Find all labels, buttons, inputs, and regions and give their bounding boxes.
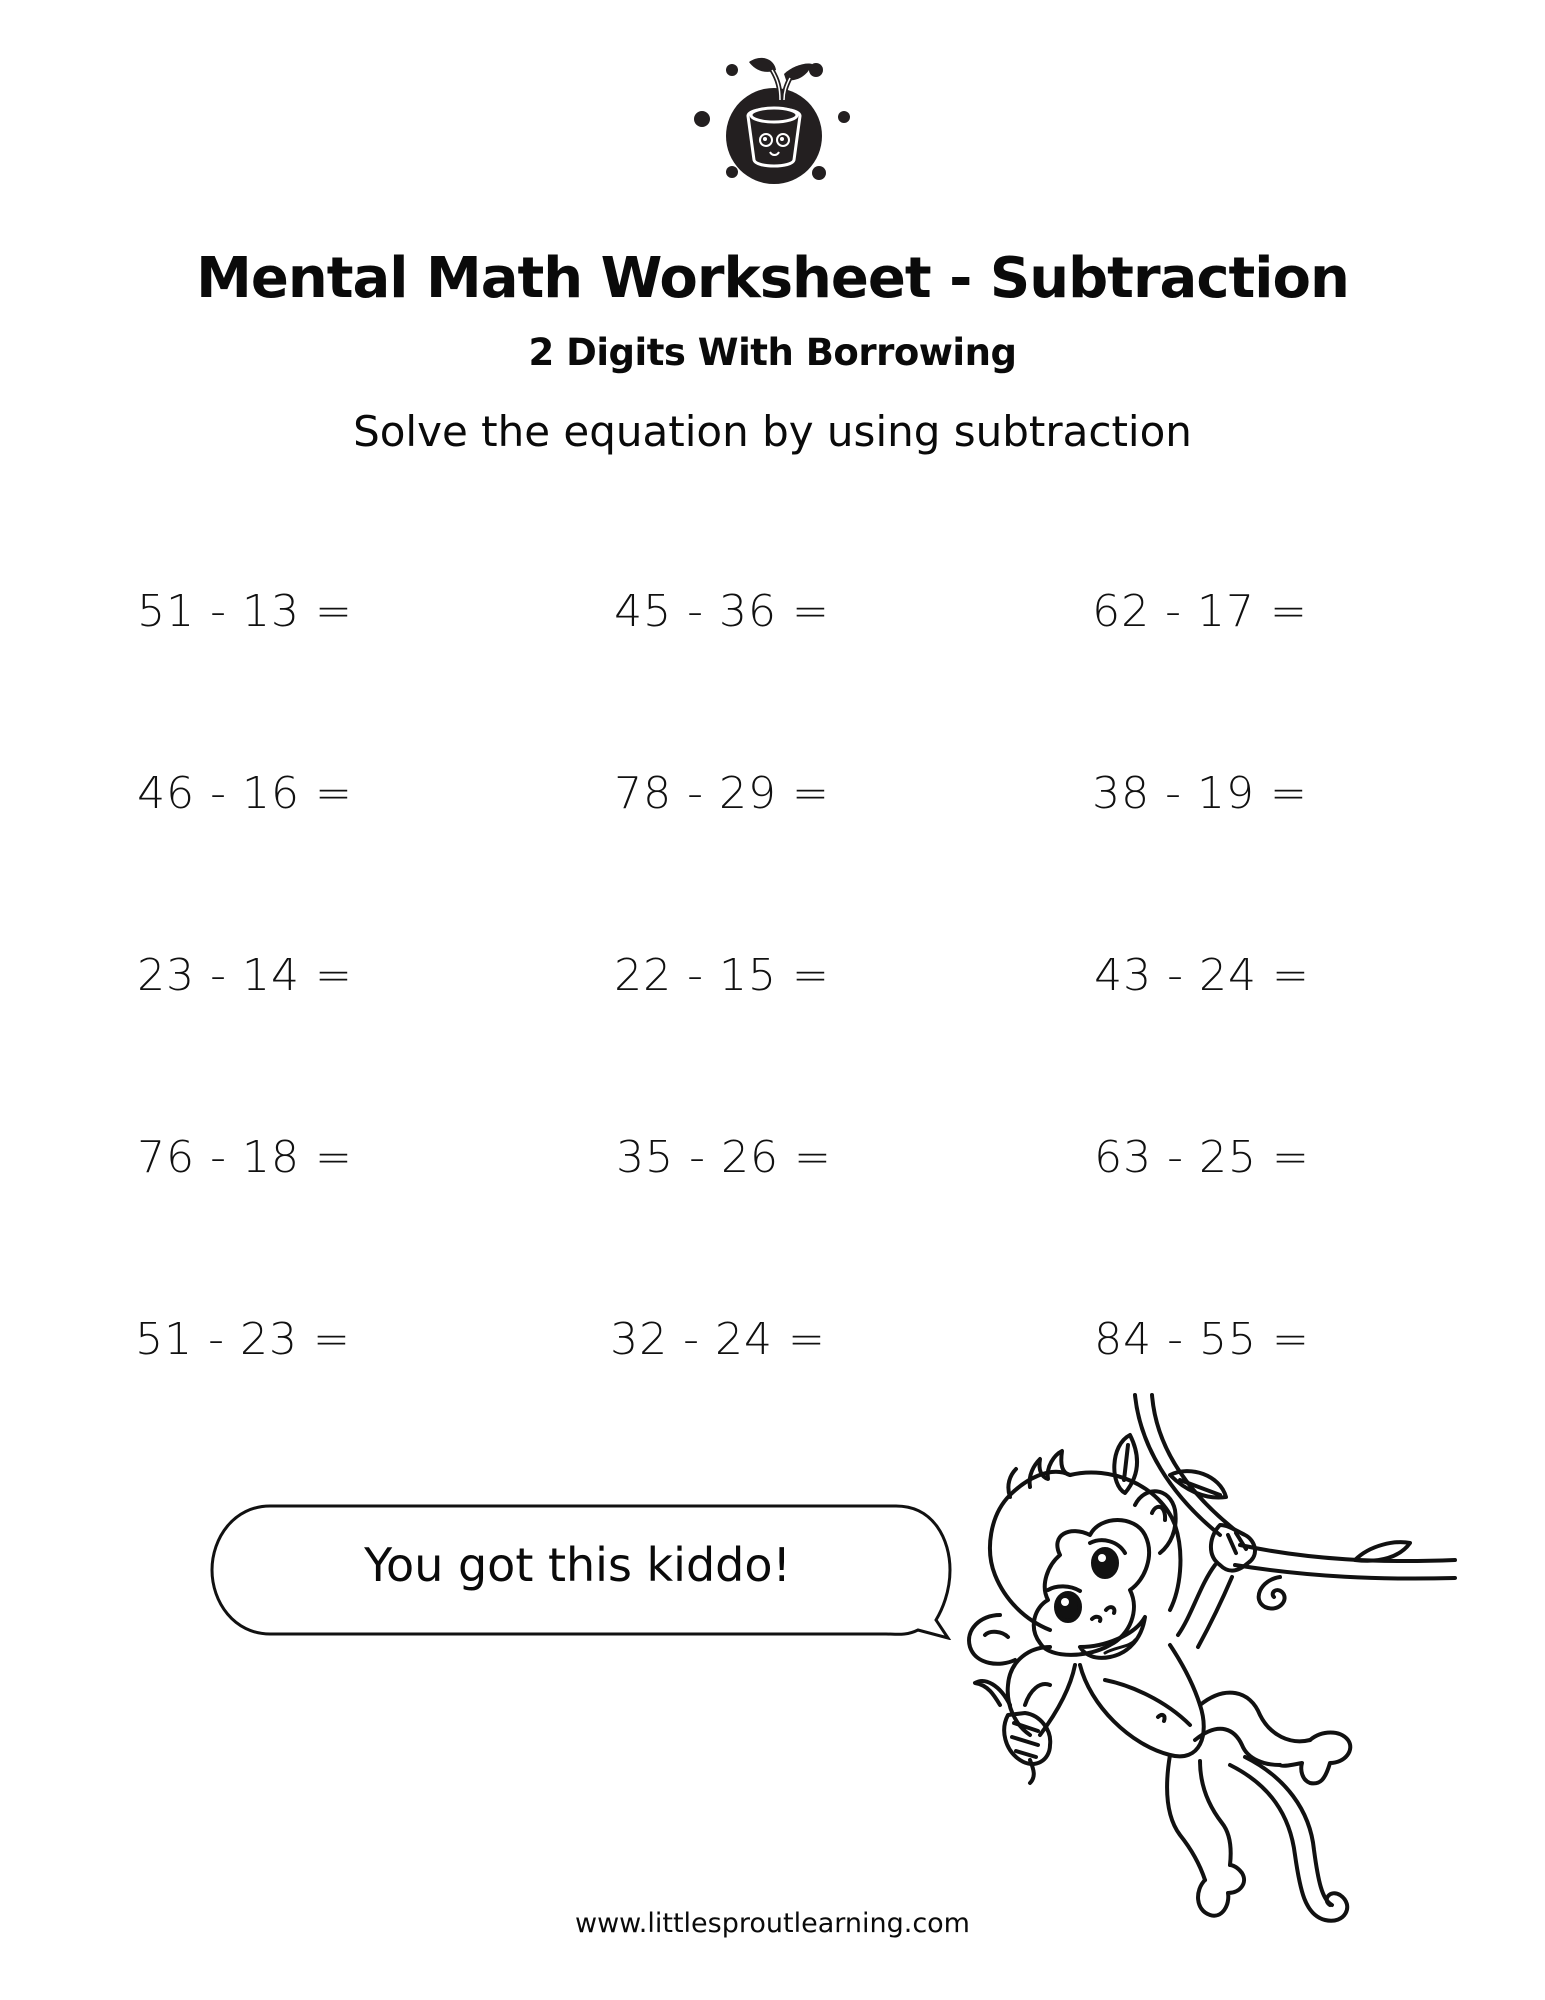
problem-item: 63 - 25 = <box>1094 1132 1310 1183</box>
problem-item: 84 - 55 = <box>1094 1314 1310 1365</box>
problem-item: 22 - 15 = <box>614 950 830 1001</box>
problem-item: 35 - 26 = <box>616 1132 832 1183</box>
worksheet-instruction: Solve the equation by using subtraction <box>353 407 1192 456</box>
problem-item: 43 - 24 = <box>1094 950 1310 1001</box>
problem-item: 78 - 29 = <box>614 768 830 819</box>
problem-item: 51 - 23 = <box>135 1314 351 1365</box>
problem-item: 45 - 36 = <box>614 586 830 637</box>
problem-item: 46 - 16 = <box>137 768 353 819</box>
problem-item: 62 - 17 = <box>1092 586 1308 637</box>
problem-item: 23 - 14 = <box>137 950 353 1001</box>
worksheet-title: Mental Math Worksheet - Subtraction <box>196 246 1349 311</box>
problem-item: 38 - 19 = <box>1092 768 1308 819</box>
problem-item: 76 - 18 = <box>137 1132 353 1183</box>
problem-item: 32 - 24 = <box>610 1314 826 1365</box>
sprout-pot-logo-icon <box>688 52 856 200</box>
monkey-on-vine-icon <box>930 1385 1470 1945</box>
footer-url: www.littlesproutlearning.com <box>575 1908 970 1939</box>
problem-item: 51 - 13 = <box>137 586 353 637</box>
speech-bubble-text: You got this kiddo! <box>364 1538 791 1592</box>
worksheet-subtitle: 2 Digits With Borrowing <box>528 331 1017 374</box>
